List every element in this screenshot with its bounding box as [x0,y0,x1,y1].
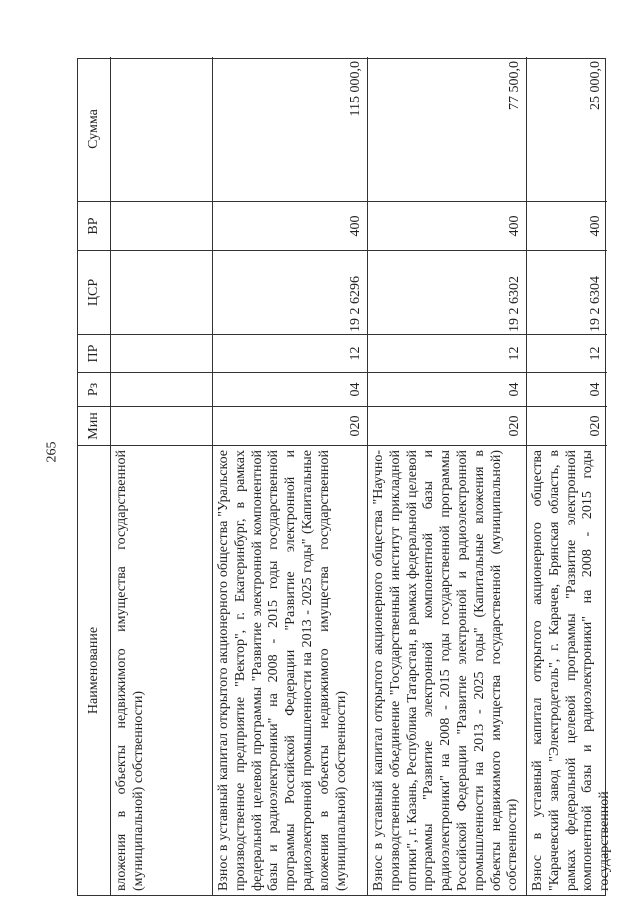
header-vr-label: ВР [86,217,101,235]
row-name-cell [213,445,367,895]
row-vr-value: 400 [348,215,363,237]
row-min-cell [111,406,212,445]
row-name-text: вложения в объекты недвижимого имущества государственной (муниципальной) собственности) [114,450,146,891]
row-vr-cell [368,201,526,250]
row-csr-value: 19 2 6302 [507,276,522,332]
row-csr-cell [111,250,212,334]
header-sum-label: Сумма [86,109,101,149]
table-row [368,57,527,895]
row-sum-value: 115 000,0 [348,61,363,117]
header-name [78,445,110,895]
row-sum-cell [213,57,367,201]
row-rz-value: 04 [507,382,522,397]
row-min-value: 020 [348,415,363,437]
row-min-value: 020 [588,415,603,437]
header-rz-label: Рз [86,382,101,397]
row-csr-cell [527,250,607,334]
header-min-label: Мин [86,412,101,440]
row-vr-value: 400 [588,215,603,237]
header-csr-label: ЦСР [86,278,101,307]
row-csr-value: 19 2 6304 [588,276,603,332]
table-row [213,57,368,895]
row-name-text: Взнос в уставный капитал открытого акционерного общества "Научно-производственное объединение "Государственный институт прикладной оптики", г. Казань, Республика Татарстан, в рамках федеральной целевой программы "Развитие электронной компонентной базы и радиоэлектроники" на 2008 - 2015 годы государственной программы Российской Федерации "Развитие электронной и радиоэлектронной промышленности на 2013 - 2025 годы" (Капитальные вложения в объекты недвижимого имущества государственной (муниципальной) собственности) [371,450,521,891]
header-name-label: Наименование [86,626,101,715]
header-vr [78,201,110,250]
row-sum-value: 77 500,0 [507,61,522,110]
row-name-cell [111,445,212,895]
row-sum-cell [111,57,212,201]
header-pr-label: ПР [86,344,101,363]
header-csr [78,250,110,334]
header-min [78,406,110,445]
row-pr-cell [111,334,212,372]
row-csr-value: 19 2 6296 [348,276,363,332]
row-csr-cell [213,250,367,334]
row-vr-cell [111,201,212,250]
table-row [111,57,213,895]
row-vr-cell [527,201,607,250]
row-name-cell [368,445,526,895]
row-pr-cell [368,334,526,372]
row-rz-cell [111,372,212,406]
row-pr-value: 12 [348,346,363,361]
row-pr-value: 12 [507,346,522,361]
budget-table [77,58,613,896]
row-vr-cell [213,201,367,250]
page-number-text: 265 [44,441,59,463]
row-min-cell [527,406,607,445]
row-pr-value: 12 [588,346,603,361]
row-rz-cell [527,372,607,406]
row-sum-cell [368,57,526,201]
row-min-cell [368,406,526,445]
header-rz [78,372,110,406]
page-number [42,432,62,472]
row-min-cell [213,406,367,445]
table-header-row [78,57,111,895]
row-vr-value: 400 [507,215,522,237]
row-name-text: Взнос в уставный капитал открытого акционерного общества "Уральское производственное предприятие "Вектор", г. Екатеринбург, в рамках федеральной целевой программы "Развитие электронной компонентной базы и радиоэлектроники" на 2008 - 2015 годы государственной программы Российской Федерации "Развитие электронной и радиоэлектронной промышленности на 2013 - 2025 годы" (Капитальные вложения в объекты недвижимого имущества государственной (муниципальной) собственности) [216,450,349,891]
row-pr-cell [213,334,367,372]
header-sum [78,57,110,201]
row-pr-cell [527,334,607,372]
row-rz-cell [368,372,526,406]
row-name-cell [527,445,613,895]
row-csr-cell [368,250,526,334]
row-rz-cell [213,372,367,406]
header-pr [78,334,110,372]
row-rz-value: 04 [348,382,363,397]
row-sum-value: 25 000,0 [588,61,603,110]
table-row [527,57,613,895]
row-rz-value: 04 [588,382,603,397]
row-sum-cell [527,57,607,201]
row-min-value: 020 [507,415,522,437]
row-name-text: Взнос в уставный капитал открытого акционерного общества "Карачевский завод "Электродеталь", г. Карачев, Брянская область, в рамках федеральной целевой программы "Развитие электронной компонентной базы и радиоэлектроники" на 2008 - 2015 годы государственной [530,450,613,891]
